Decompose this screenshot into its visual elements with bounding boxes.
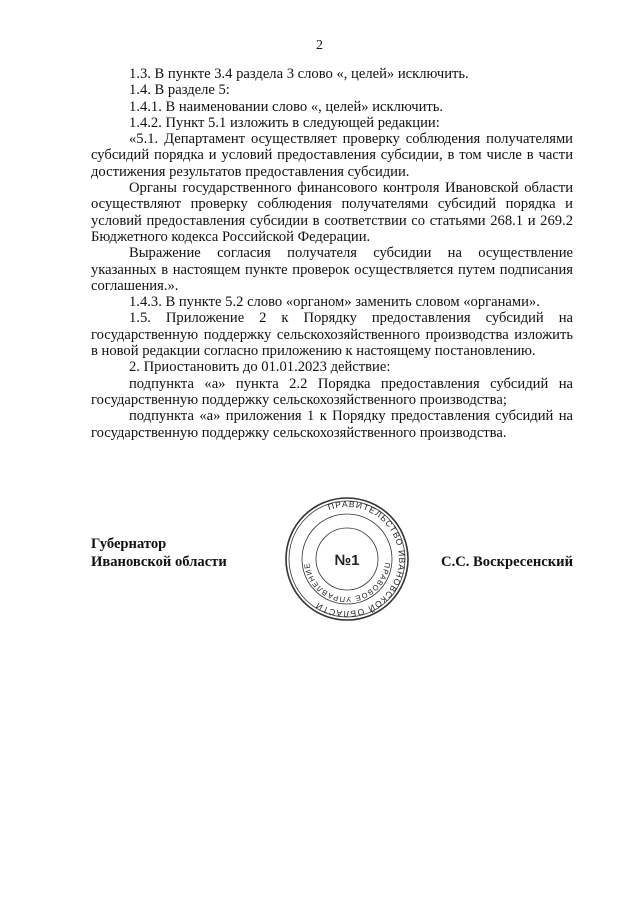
signatory-position-line2: Ивановской области bbox=[91, 554, 227, 570]
paragraph-5-1: «5.1. Департамент осуществляет проверку соблюдения получателями субсидий порядка и условий предоставления субсидии, в том числе в части достижения результатов предоставления субсидии. bbox=[91, 131, 573, 180]
paragraph-subpoint-a-annex-1: подпункта «а» приложения 1 к Порядку предоставления субсидий на государственную поддержку сельскохозяйственного производства. bbox=[91, 408, 573, 441]
paragraph-subpoint-a-2-2: подпункта «а» пункта 2.2 Порядка предоставления субсидий на государственную поддержку сельскохозяйственного производства; bbox=[91, 375, 573, 408]
paragraph-1-4-3: 1.4.3. В пункте 5.2 слово «органом» заменить словом «органами». bbox=[129, 294, 540, 311]
paragraph-2: 2. Приостановить до 01.01.2023 действие: bbox=[129, 359, 391, 376]
signatory-position-line1: Губернатор bbox=[91, 536, 167, 552]
paragraph-1-5: 1.5. Приложение 2 к Порядку предоставления субсидий на государственную поддержку сельскохозяйственного производства изложить в новой редакции согласно приложению к настоящему постановлению. bbox=[91, 310, 573, 360]
signatory-name: С.С. Воскресенский bbox=[441, 554, 573, 570]
paragraph-1-4-1: 1.4.1. В наименовании слово «, целей» исключить. bbox=[129, 98, 444, 115]
page-number: 2 bbox=[316, 38, 323, 53]
official-seal bbox=[283, 495, 411, 623]
paragraph-1-4-2: 1.4.2. Пункт 5.1 изложить в следующей редакции: bbox=[129, 114, 440, 131]
seal-number: №1 bbox=[334, 552, 360, 569]
seal-inner-text: ПРАВОВОЕ УПРАВЛЕНИЕ bbox=[302, 561, 392, 605]
paragraph-control-bodies: Органы государственного финансового контроля Ивановской области осуществляют проверку соблюдения получателями субсидий порядка и условий предоставления субсидии в соответствии со статьями 268.1 и 269.2 Бюджетного кодекса Российской Федерации. bbox=[91, 180, 573, 245]
signatory-position bbox=[91, 535, 227, 571]
paragraph-1-3: 1.3. В пункте 3.4 раздела 3 слово «, целей» исключить. bbox=[129, 66, 469, 82]
document-body bbox=[91, 66, 573, 441]
paragraph-consent: Выражение согласия получателя субсидии на осуществление указанных в настоящем пункте проверок осуществляется путем подписания соглашения.». bbox=[91, 245, 573, 294]
paragraph-1-4: 1.4. В разделе 5: bbox=[129, 82, 230, 99]
seal-outer-text: ПРАВИТЕЛЬСТВО ИВАНОВСКОЙ ОБЛАСТИ bbox=[313, 498, 408, 620]
